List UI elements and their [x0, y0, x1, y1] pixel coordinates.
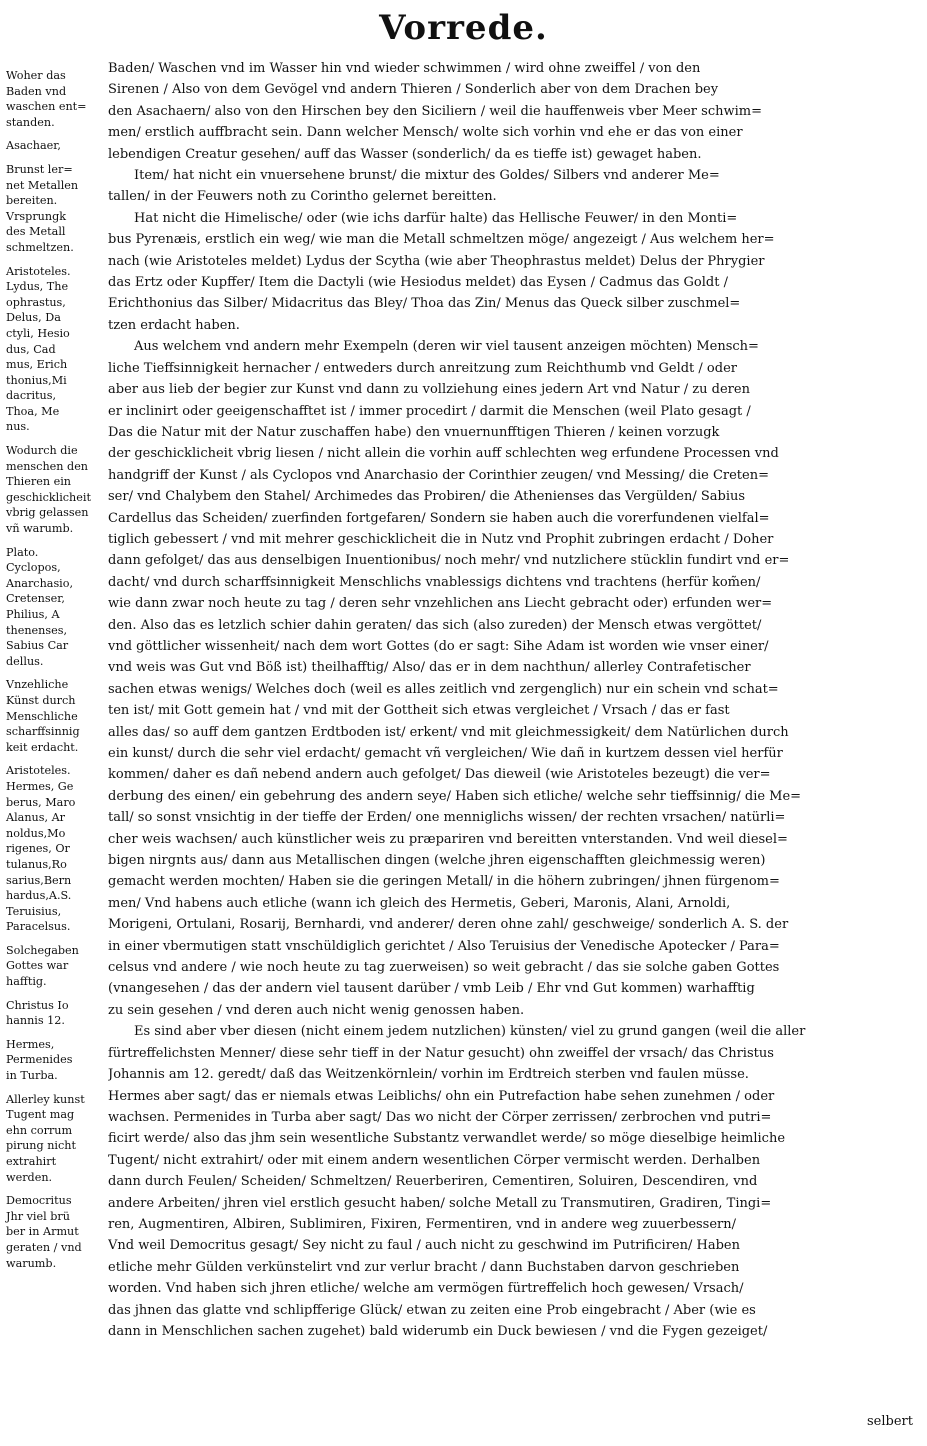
text-line: kommen/ daher es dañ nebend andern auch gefolget/ Das dieweil (wie Aristoteles bezeugt) die ver= [108, 767, 771, 783]
margin-notes [6, 68, 98, 1279]
text-line: tiglich gebessert / vnd mit mehrer geschicklicheit die in Nutz vnd Prophit zubringen erdacht / Doher [108, 531, 774, 547]
text-line: dann in Menschlichen sachen zugehet) bald widerumb ein Duck bewiesen / vnd die Fygen gezeiget/ [108, 1323, 768, 1339]
text-line: dacht/ vnd durch scharffsinnigkeit Menschlichs vnablessigs dichtens vnd trachtens (herfür kom̃en/ [108, 574, 761, 590]
text-line: aber aus lieb der begier zur Kunst vnd dann zu vollziehung eines jedern Art vnd Natur / zu deren [108, 382, 750, 398]
text-line: handgriff der Kunst / als Cyclopos vnd Anarchasio der Corinthier zeugen/ vnd Messing/ die Creten= [108, 467, 769, 483]
text-line: vnd göttlicher wissenheit/ nach dem wort Gottes (do er sagt: Sihe Adam ist worden wie vnser einer/ [108, 638, 769, 654]
text-line: Erichthonius das Silber/ Midacritus das Bley/ Thoa das Zin/ Menus das Queck silber zuschmel= [108, 296, 741, 312]
margin-note: Aristoteles. Hermes, Ge berus, Maro Alanus, Ar noldus,Mo rigenes, Or tulanus,Ro sarius,Bern hardus,A.S. Teruisius, Paracelsus. [6, 764, 76, 934]
margin-note: Asachaer, [6, 139, 61, 153]
margin-note: Plato. Cyclopos, Anarchasio, Cretenser, Philius, A thenenses, Sabius Car dellus. [6, 545, 74, 668]
text-line: alles das/ so auff dem gantzen Erdtboden ist/ erkent/ vnd mit gleichmessigkeit/ dem Natürlichen durch [108, 724, 789, 740]
margin-note: Solchegaben Gottes war hafftig. [6, 943, 79, 989]
text-line: er inclinirt oder geeigenschafftet ist / immer procedirt / darmit die Menschen (weil Plato gesagt / [108, 403, 751, 419]
text-line: Aus welchem vnd andern mehr Exempeln (deren wir viel tausent anzeigen möchten) Mensch= [134, 339, 759, 355]
text-line: liche Tieffsinnigkeit hernacher / entweders durch anreitzung zum Reichthumb vnd Geldt / oder [108, 360, 737, 376]
text-line: Tugent/ nicht extrahirt/ oder mit einem andern wesentlichen Cörper vermischt werden. Derhalben [108, 1152, 761, 1168]
margin-note: Allerley kunst Tugent mag ehn corrum pirung nicht extrahirt werden. [6, 1092, 85, 1184]
text-line: Es sind aber vber diesen (nicht einem jedem nutzlichen) künsten/ viel zu grund gangen (weil die aller [134, 1024, 806, 1040]
text-line: Morigeni, Ortulani, Rosarij, Bernhardi, vnd anderer/ deren ohne zahl/ geschweige/ sonderlich A. S. der [108, 917, 789, 933]
text-line: zu sein gesehen / vnd deren auch nicht wenig genossen haben. [108, 1002, 525, 1018]
text-line: Vnd weil Democritus gesagt/ Sey nicht zu faul / auch nicht zu geschwind im Putrificiren/ Haben [108, 1238, 740, 1254]
text-line: tzen erdacht haben. [108, 317, 240, 333]
text-line: cher weis wachsen/ auch künstlicher weis zu præpariren vnd bereitten vnterstanden. Vnd weil diesel= [108, 831, 788, 847]
text-line: gemacht werden mochten/ Haben sie die geringen Metall/ in die höhern zubringen/ jhnen fürgenom= [108, 874, 780, 890]
margin-note: Woher das Baden vnd waschen ent= standen. [6, 69, 87, 129]
text-line: Johannis am 12. geredt/ daß das Weitzenkörnlein/ vorhin im Erdtreich sterben vnd faulen müsse. [108, 1067, 749, 1083]
text-line: ficirt werde/ also das jhm sein wesentliche Substantz verwandlet werde/ so möge dieselbige heimliche [108, 1131, 786, 1147]
text-line: Cardellus das Scheiden/ zuerfinden fortgefaren/ Sondern sie haben auch die vorerfundenen vielfal= [108, 510, 770, 526]
text-line: derbung des einen/ ein gebehrung des andern seye/ Haben sich etliche/ welche sehr tieffsinnig/ die Me= [108, 788, 802, 804]
text-line: Hat nicht die Himelische/ oder (wie ichs darfür halte) das Hellische Feuwer/ in den Monti= [134, 210, 738, 226]
body-text [108, 58, 912, 1342]
text-line: men/ erstlich auffbracht sein. Dann welcher Mensch/ wolte sich vorhin vnd ehe er das von einer [108, 125, 743, 141]
margin-note: Aristoteles. Lydus, The ophrastus, Delus, Da ctyli, Hesio dus, Cad mus, Erich thonius,Mi dacritus, Thoa, Me nus. [6, 264, 71, 434]
text-line: worden. Vnd haben sich jhren etliche/ welche am vermögen fürtreffelich hoch gewesen/ Vrsach/ [108, 1281, 744, 1297]
text-line: men/ Vnd habens auch etliche (wann ich gleich des Hermetis, Geberi, Maronis, Alani, Arnoldi, [108, 895, 731, 911]
page-heading: Vorrede. [379, 8, 548, 48]
text-line: sachen etwas wenigs/ Welches doch (weil es alles zeitlich vnd zergenglich) nur ein schein vnd schat= [108, 681, 779, 697]
text-line: tall/ so sonst vnsichtig in der tieffe der Erden/ one menniglichs wissen/ der rechten vrsachen/ natürli= [108, 810, 786, 826]
text-line: Baden/ Waschen vnd im Wasser hin vnd wieder schwimmen / wird ohne zweiffel / von den [108, 61, 701, 76]
text-line: das Ertz oder Kupffer/ Item die Dactyli (wie Hesiodus meldet) das Eysen / Cadmus das Goldt / [108, 275, 728, 291]
text-line: Item/ hat nicht ein vnuersehene brunst/ die mixtur des Goldes/ Silbers vnd anderer Me= [134, 168, 720, 184]
text-line: lebendigen Creatur gesehen/ auff das Wasser (sonderlich/ da es tieffe ist) gewaget haben. [108, 146, 702, 162]
text-line: in einer vbermutigen statt vnschüldiglich gerichtet / Also Teruisius der Venedische Apotecker / Para= [108, 938, 780, 954]
text-line: ren, Augmentiren, Albiren, Sublimiren, Fixiren, Fermentiren, vnd in andere weg zuuerbessern/ [108, 1216, 737, 1232]
text-line: der geschicklicheit vbrig liesen / nicht allein die vorhin auff schlechten weg erfundene Processen vnd [108, 446, 779, 462]
text-line: fürtreffelichsten Menner/ diese sehr tieff in der Natur gesucht) ohn zweiffel der vrsach/ das Christus [108, 1045, 774, 1061]
text-line: dann durch Feulen/ Scheiden/ Schmeltzen/ Reuerberiren, Cementiren, Soluiren, Descendiren, vnd [108, 1174, 758, 1190]
text-line: ser/ vnd Chalybem den Stahel/ Archimedes das Probiren/ die Athenienses das Vergülden/ Sabius [108, 489, 746, 505]
text-line: celsus vnd andere / wie noch heute zu tag zuerweisen) so weit gebracht / das sie solche gaben Gottes [108, 960, 780, 976]
text-line: das jhnen das glatte vnd schlipfferige Glück/ etwan zu zeiten eine Prob eingebracht / Aber (wie es [108, 1302, 756, 1318]
text-line: andere Arbeiten/ jhren viel erstlich gesucht haben/ solche Metall zu Transmutiren, Gradiren, Tingi= [108, 1195, 772, 1211]
margin-note: Wodurch die menschen den Thieren ein geschicklicheit vbrig gelassen vñ warumb. [6, 444, 91, 536]
text-line: bus Pyrenæis, erstlich ein weg/ wie man die Metall schmeltzen möge/ angezeigt / Aus welchem her= [108, 232, 775, 248]
text-line: Sirenen / Also von dem Gevögel vnd andern Thieren / Sonderlich aber von dem Drachen bey [108, 82, 719, 98]
margin-note: Christus Io hannis 12. [6, 998, 69, 1028]
text-line: bigen nirgnts aus/ dann aus Metallischen dingen (welche jhren eigenschafften gleichmessig weren) [108, 853, 766, 869]
margin-note: Democritus Jhr viel brü ber in Armut geraten / vnd warumb. [6, 1194, 82, 1270]
margin-note: Hermes, Permenides in Turba. [6, 1037, 73, 1083]
text-line: Das die Natur mit der Natur zuschaffen habe) den vnuernunfftigen Thieren / keinen vorzugk [108, 424, 720, 440]
margin-note: Vnzehliche Künst durch Menschliche scharffsinnig keit erdacht. [6, 678, 80, 754]
text-line: wie dann zwar noch heute zu tag / deren sehr vnzehlichen ans Liecht gebracht oder) erfunden wer= [108, 596, 773, 612]
catchword: selbert [867, 1414, 913, 1429]
text-line: ten ist/ mit Gott gemein hat / vnd mit der Gottheit sich etwas vergleichet / Vrsach / das er fast [108, 703, 730, 719]
text-line: (vnangesehen / das der andern viel tausent darüber / vmb Leib / Ehr vnd Gut kommen) warhafftig [108, 981, 755, 997]
text-line: vnd weis was Gut vnd Böß ist) theilhafftig/ Also/ das er in dem nachthun/ allerley Contrafetischer [108, 660, 751, 676]
text-line: tallen/ in der Feuwers noth zu Corintho gelernet bereitten. [108, 189, 497, 205]
text-line: den. Also das es letzlich schier dahin geraten/ das sich (also zureden) der Mensch etwas vergöttet/ [108, 617, 762, 633]
text-line: wachsen. Permenides in Turba aber sagt/ Das wo nicht der Cörper zerrissen/ zerbrochen vnd putri= [108, 1109, 772, 1125]
text-line: etliche mehr Gülden verkünstelirt vnd zur verlur bracht / dann Buchstaben darvon geschrieben [108, 1259, 740, 1275]
text-line: den Asachaern/ also von den Hirschen bey den Siciliern / weil die hauffenweis vber Meer schwim= [108, 103, 762, 119]
text-line: dann gefolget/ das aus denselbigen Inuentionibus/ noch mehr/ vnd nutzlichere stücklin fundirt vnd er= [108, 553, 790, 569]
text-line: Hermes aber sagt/ das er niemals etwas Leiblichs/ ohn ein Putrefaction habe sehen zunehmen / oder [108, 1088, 775, 1104]
text-line: nach (wie Aristoteles meldet) Lydus der Scytha (wie aber Theophrastus meldet) Delus der Phrygier [108, 253, 765, 269]
margin-note: Brunst ler= net Metallen bereiten. Vrsprungk des Metall schmeltzen. [6, 162, 79, 254]
text-line: ein kunst/ durch die sehr viel erdacht/ gemacht vñ vergleichen/ Wie dañ in kurtzem dessen viel herfür [108, 746, 783, 761]
